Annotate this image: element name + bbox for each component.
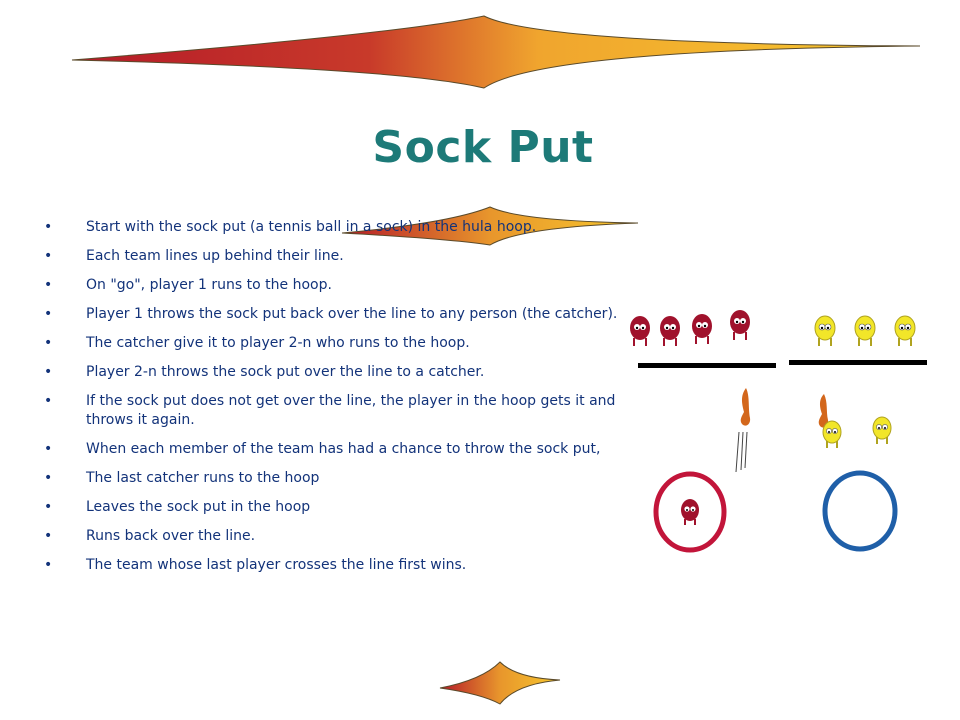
red-player-icon bbox=[692, 314, 712, 344]
bullet-dot: • bbox=[44, 470, 53, 486]
yellow-team-line bbox=[789, 360, 927, 365]
motion-lines bbox=[736, 432, 747, 472]
bullet-text: If the sock put does not get over the line, the player in the hoop gets it and throws it again. bbox=[86, 393, 616, 428]
yellow-player-icon bbox=[855, 316, 875, 346]
red-team-line bbox=[638, 363, 776, 368]
list-item bbox=[44, 527, 634, 546]
list-item bbox=[44, 247, 634, 266]
bullet-text: When each member of the team has had a chance to throw the sock put, bbox=[86, 441, 601, 457]
bullet-text: The last catcher runs to the hoop bbox=[86, 470, 320, 486]
bullet-dot: • bbox=[44, 306, 53, 322]
bullet-text: The catcher give it to player 2-n who runs to the hoop. bbox=[86, 335, 470, 351]
page-title: Sock Put bbox=[372, 122, 594, 173]
bullet-dot: • bbox=[44, 364, 53, 380]
bullet-list bbox=[44, 218, 634, 585]
list-item bbox=[44, 334, 634, 353]
list-item bbox=[44, 392, 634, 430]
bullet-text: Leaves the sock put in the hoop bbox=[86, 499, 311, 515]
bullet-dot: • bbox=[44, 393, 53, 409]
yellow-team bbox=[815, 316, 915, 346]
bottom-swoosh-decoration bbox=[438, 660, 562, 706]
red-player-icon bbox=[630, 316, 650, 346]
game-diagram bbox=[620, 300, 950, 570]
list-item bbox=[44, 363, 634, 382]
top-swoosh-decoration bbox=[70, 14, 922, 90]
bullet-dot: • bbox=[44, 441, 53, 457]
bullet-text: The team whose last player crosses the line first wins. bbox=[86, 557, 467, 573]
yellow-player-icon bbox=[895, 316, 915, 346]
yellow-player-icon bbox=[873, 417, 891, 444]
bullet-dot: • bbox=[44, 528, 53, 544]
list-item bbox=[44, 440, 634, 459]
bullet-text: Runs back over the line. bbox=[86, 528, 256, 544]
red-player-icon bbox=[660, 316, 680, 346]
yellow-player-icon bbox=[823, 421, 841, 448]
red-team bbox=[630, 310, 750, 346]
bullet-dot: • bbox=[44, 248, 53, 264]
bullet-dot: • bbox=[44, 219, 53, 235]
list-item bbox=[44, 469, 634, 488]
bullet-dot: • bbox=[44, 499, 53, 515]
list-item bbox=[44, 218, 634, 237]
blue-hula-hoop-icon bbox=[825, 473, 895, 549]
bullet-dot: • bbox=[44, 557, 53, 573]
bullet-text: Each team lines up behind their line. bbox=[86, 248, 344, 264]
red-player-icon bbox=[730, 310, 750, 340]
bullet-text: Player 2-n throws the sock put over the line to a catcher. bbox=[86, 364, 485, 380]
yellow-player-icon bbox=[815, 316, 835, 346]
sock-icon bbox=[741, 388, 750, 426]
list-item bbox=[44, 498, 634, 517]
bullet-dot: • bbox=[44, 335, 53, 351]
red-player-icon bbox=[681, 499, 699, 525]
list-item bbox=[44, 556, 634, 575]
list-item bbox=[44, 305, 634, 324]
list-item bbox=[44, 276, 634, 295]
bullet-text: Player 1 throws the sock put back over the line to any person (the catcher). bbox=[86, 306, 618, 322]
bullet-dot: • bbox=[44, 277, 53, 293]
bullet-text: Start with the sock put (a tennis ball in a sock) in the hula hoop. bbox=[86, 219, 537, 235]
bullet-text: On "go", player 1 runs to the hoop. bbox=[86, 277, 332, 293]
